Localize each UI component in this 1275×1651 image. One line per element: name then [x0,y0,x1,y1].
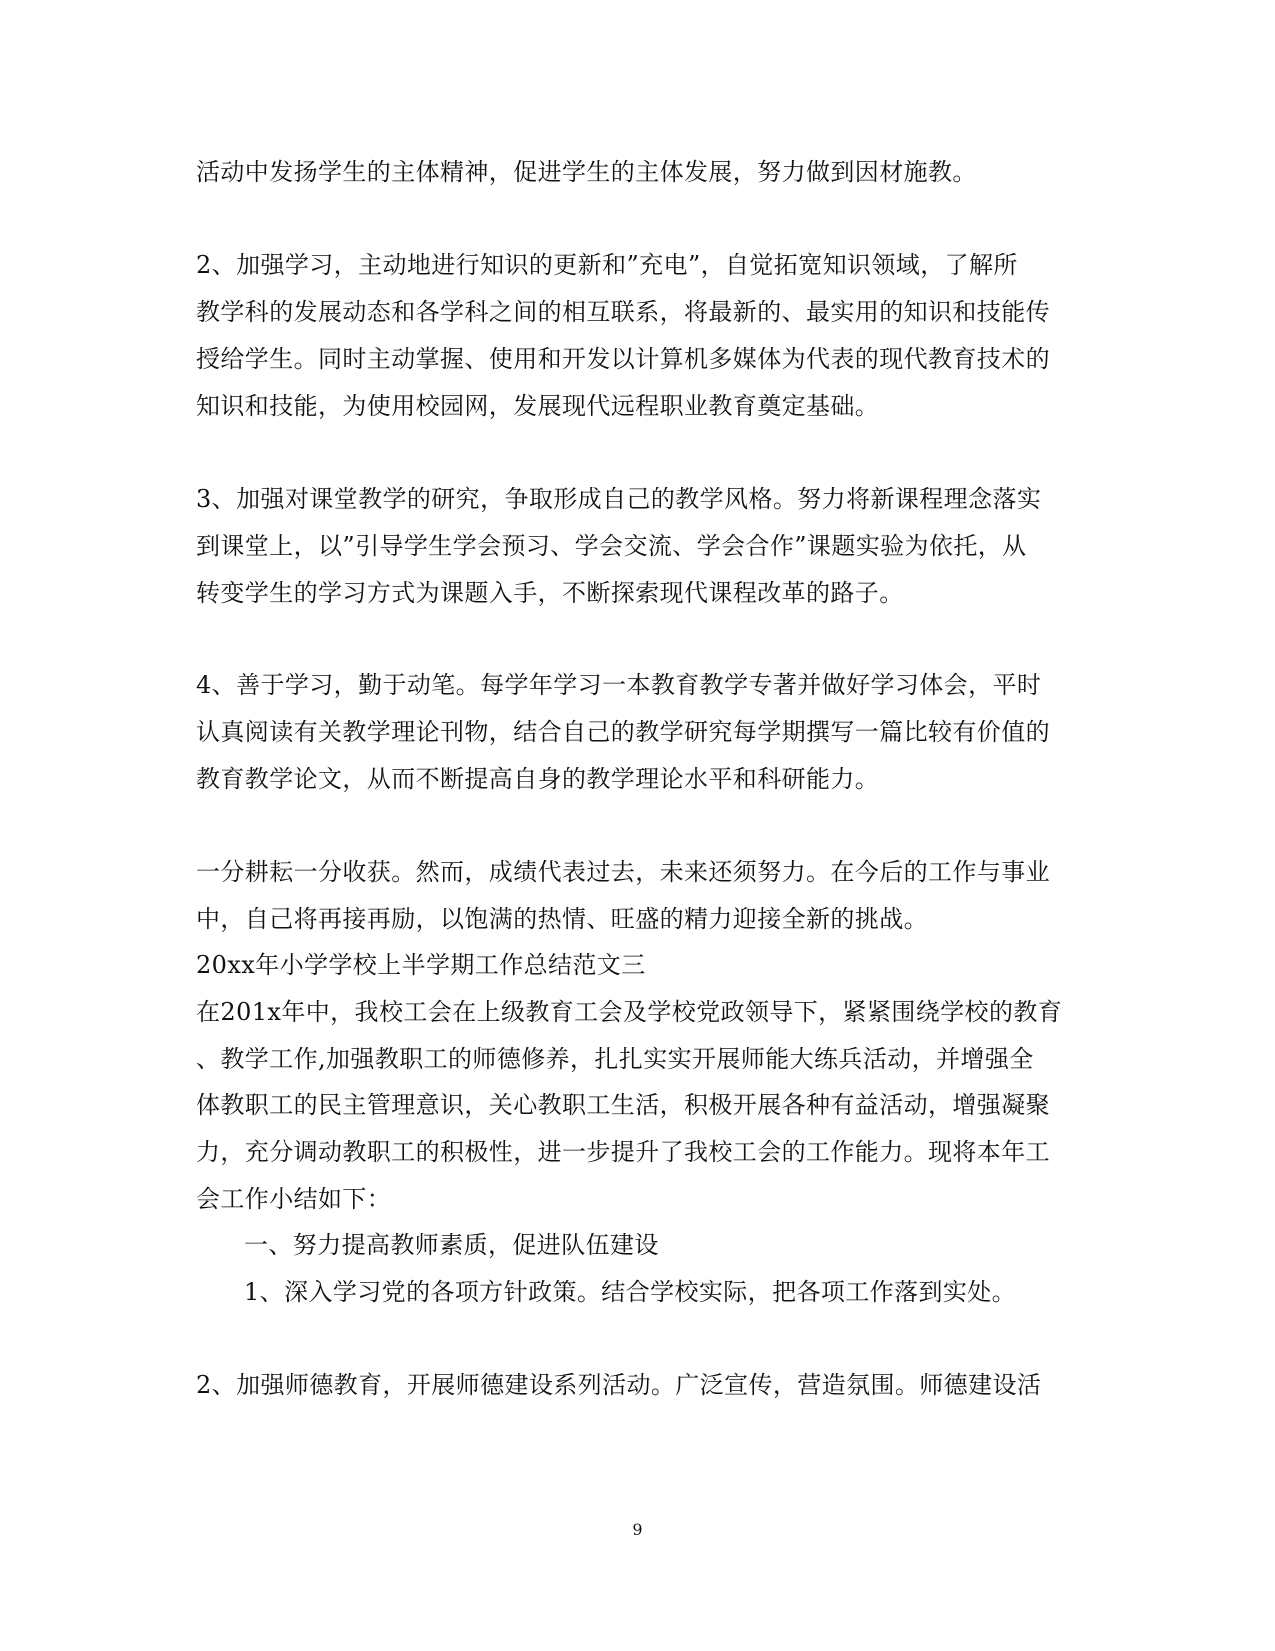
text-line: 一分耕耘一分收获。然而，成绩代表过去，未来还须努力。在今后的工作与事业 [196,858,1050,886]
text-line: 中，自己将再接再励，以饱满的热情、旺盛的精力迎接全新的挑战。 [196,905,928,933]
page-number: 9 [632,1520,643,1539]
text-line: 教学科的发展动态和各学科之间的相互联系，将最新的、最实用的知识和技能传 [196,298,1050,326]
text-line: 认真阅读有关教学理论刊物，结合自己的教学研究每学期撰写一篇比较有价值的 [196,718,1050,746]
text-line: 体教职工的民主管理意识，关心教职工生活，积极开展各种有益活动，增强凝聚 [196,1091,1050,1119]
text-line: 在201x年中，我校工会在上级教育工会及学校党政领导下，紧紧围绕学校的教育 [196,998,1063,1026]
text-line: 力，充分调动教职工的积极性，进一步提升了我校工会的工作能力。现将本年工 [196,1138,1050,1166]
section-heading: 20xx年小学学校上半学期工作总结范文三 [196,951,646,979]
text-line: 2、加强师德教育，开展师德建设系列活动。广泛宣传，营造氛围。师德建设活 [196,1371,1042,1399]
text-line: 2、加强学习，主动地进行知识的更新和”充电”，自觉拓宽知识领域，了解所 [196,251,1018,279]
text-line: 1、深入学习党的各项方针政策。结合学校实际，把各项工作落到实处。 [244,1278,1017,1306]
text-line: 转变学生的学习方式为课题入手，不断探索现代课程改革的路子。 [196,579,904,607]
text-line: 活动中发扬学生的主体精神，促进学生的主体发展，努力做到因材施教。 [196,158,977,186]
text-line: 会工作小结如下： [196,1185,392,1213]
text-line: 4、善于学习，勤于动笔。每学年学习一本教育教学专著并做好学习体会，平时 [196,671,1042,699]
text-line: 教育教学论文，从而不断提高自身的教学理论水平和科研能力。 [196,765,880,793]
text-line: 3、加强对课堂教学的研究，争取形成自己的教学风格。努力将新课程理念落实 [196,485,1042,513]
text-line: 知识和技能，为使用校园网，发展现代远程职业教育奠定基础。 [196,392,880,420]
text-line: 到课堂上，以”引导学生学会预习、学会交流、学会合作”课题实验为依托，从 [196,532,1027,560]
subsection-heading: 一、努力提高教师素质，促进队伍建设 [244,1231,659,1259]
text-line: 、教学工作,加强教职工的师德修养，扎扎实实开展师能大练兵活动，并增强全 [196,1045,1034,1073]
text-line: 授给学生。同时主动掌握、使用和开发以计算机多媒体为代表的现代教育技术的 [196,345,1050,373]
